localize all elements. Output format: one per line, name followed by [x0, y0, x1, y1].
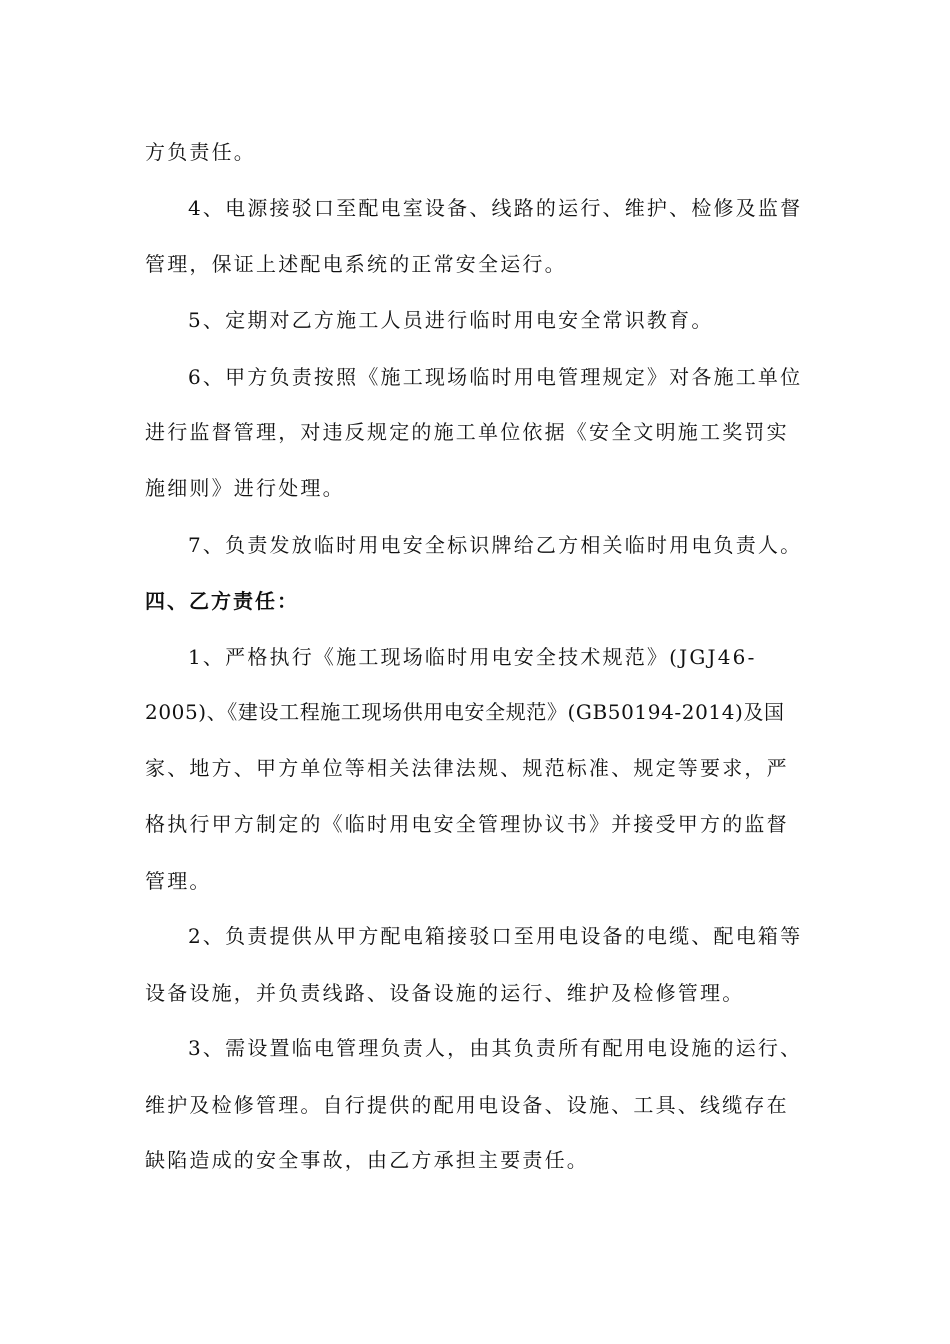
text-line-8: 7、负责发放临时用电安全标识牌给乙方相关临时用电负责人。	[188, 533, 803, 557]
text-line-3: 管理，保证上述配电系统的正常安全运行。	[145, 252, 567, 276]
text-line-7: 施细则》进行处理。	[145, 476, 345, 500]
text-line-13: 管理。	[145, 869, 212, 893]
section-heading: 四、乙方责任：	[145, 589, 299, 613]
text-line-14: 2、负责提供从甲方配电箱接驳口至用电设备的电缆、配电箱等	[188, 924, 803, 948]
text-line-6: 进行监督管理，对违反规定的施工单位依据《安全文明施工奖罚实	[145, 420, 789, 444]
text-line-9: 1、严格执行《施工现场临时用电安全技术规范》(JGJ46-	[188, 645, 757, 669]
text-line-18: 缺陷造成的安全事故，由乙方承担主要责任。	[145, 1148, 589, 1172]
text-line-2: 4、电源接驳口至配电室设备、线路的运行、维护、检修及监督	[188, 196, 803, 220]
text-line-10: 2005)、《建设工程施工现场供用电安全规范》(GB50194-2014)及国	[145, 700, 785, 724]
text-line-12: 格执行甲方制定的《临时用电安全管理协议书》并接受甲方的监督	[145, 812, 789, 836]
text-line-11: 家、地方、甲方单位等相关法律法规、规范标准、规定等要求，严	[145, 756, 789, 780]
text-line-17: 维护及检修管理。自行提供的配用电设备、设施、工具、线缆存在	[145, 1093, 789, 1117]
text-line-4: 5、定期对乙方施工人员进行临时用电安全常识教育。	[188, 308, 714, 332]
text-line-16: 3、需设置临电管理负责人，由其负责所有配用电设施的运行、	[188, 1036, 803, 1060]
text-line-15: 设备设施，并负责线路、设备设施的运行、维护及检修管理。	[145, 981, 745, 1005]
text-line-5: 6、甲方负责按照《施工现场临时用电管理规定》对各施工单位	[188, 365, 803, 389]
text-line-1: 方负责任。	[145, 140, 256, 164]
